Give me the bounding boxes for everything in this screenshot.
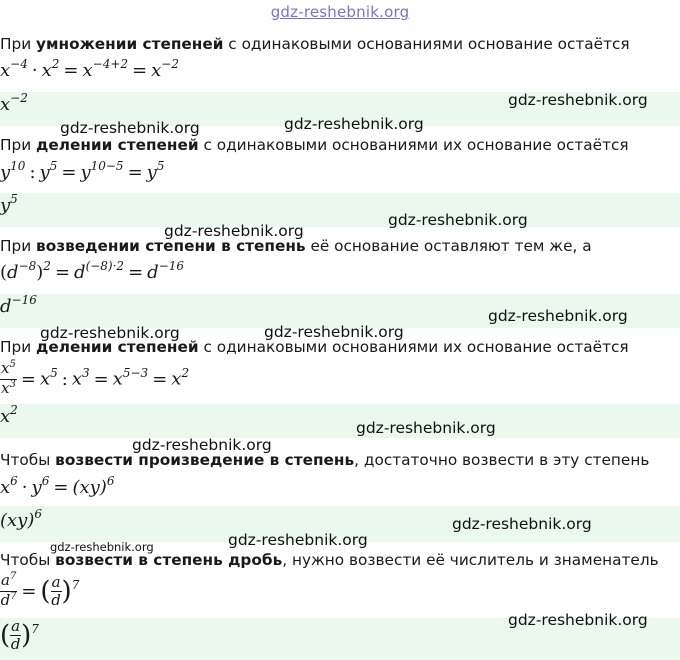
fraction: $\frac{x^5}{x^3}$: [1, 359, 16, 397]
watermark: gdz-reshebnik.org: [40, 324, 180, 342]
rule-text: При делении степеней с одинаковыми основаниями их основание остаётся: [0, 338, 629, 356]
rule-text: Чтобы возвести произведение в степень, достаточно возвести в эту степень: [0, 451, 650, 469]
watermark: gdz-reshebnik.org: [508, 91, 648, 109]
answer-band: [0, 404, 680, 438]
answer: (xy)$^6$: [0, 507, 43, 531]
fraction: $\frac{a}{d}$: [10, 617, 21, 653]
rule-text: Чтобы возвести в степень дробь, нужно возвести её числитель и знаменатель: [0, 551, 659, 569]
rule-text: При возведении степени в степень её основание оставляют тем же, а: [0, 237, 592, 255]
watermark: gdz-reshebnik.org: [228, 531, 368, 549]
site-header-link[interactable]: gdz-reshebnik.org: [270, 3, 410, 21]
answer: $y^5$: [0, 192, 18, 216]
watermark: gdz-reshebnik.org: [164, 222, 304, 240]
fraction: $\frac{a^7}{d^7}$: [0, 571, 17, 609]
formula: $x^6 \cdot y^6 = (xy)^6$: [0, 474, 115, 498]
watermark: gdz-reshebnik.org: [488, 307, 628, 325]
answer-band: [0, 193, 680, 227]
watermark: gdz-reshebnik.org: [356, 419, 496, 437]
watermark: gdz-reshebnik.org: [50, 540, 154, 554]
answer: $x^2$: [0, 403, 18, 427]
watermark: gdz-reshebnik.org: [388, 211, 528, 229]
rule-text: При делении степеней с одинаковыми основаниями их основание остаётся: [0, 136, 629, 154]
watermark: gdz-reshebnik.org: [452, 515, 592, 533]
watermark: gdz-reshebnik.org: [284, 115, 424, 133]
formula: $\frac{x^5}{x^3}$ = $x^5$ : $x^3 = x^{5-3} = x^2$: [1, 359, 190, 397]
formula: $(d^{-8})^2 = d^{(-8)\cdot 2} = d^{-16}$: [0, 259, 185, 283]
formula: $x^{-4} \cdot x^2 = x^{-4+2} = x^{-2}$: [0, 57, 179, 81]
watermark: gdz-reshebnik.org: [264, 323, 404, 341]
watermark: gdz-reshebnik.org: [132, 436, 272, 454]
formula: $y^{10}$ : $y^5 = y^{10-5} = y^5$: [0, 159, 165, 183]
answer: $x^{-2}$: [0, 91, 28, 115]
watermark: gdz-reshebnik.org: [60, 119, 200, 137]
fraction: $\frac{a}{d}$: [51, 573, 61, 609]
answer: ( $\frac{a}{d}$ )$^7$: [0, 617, 39, 653]
rule-text: При умножении степеней с одинаковыми основаниями основание остаётся: [0, 35, 630, 53]
answer: $d^{-16}$: [0, 293, 37, 317]
watermark: gdz-reshebnik.org: [508, 611, 648, 629]
formula: $\frac{a^7}{d^7}$ = ( $\frac{a}{d}$ )$^7$: [0, 571, 80, 609]
